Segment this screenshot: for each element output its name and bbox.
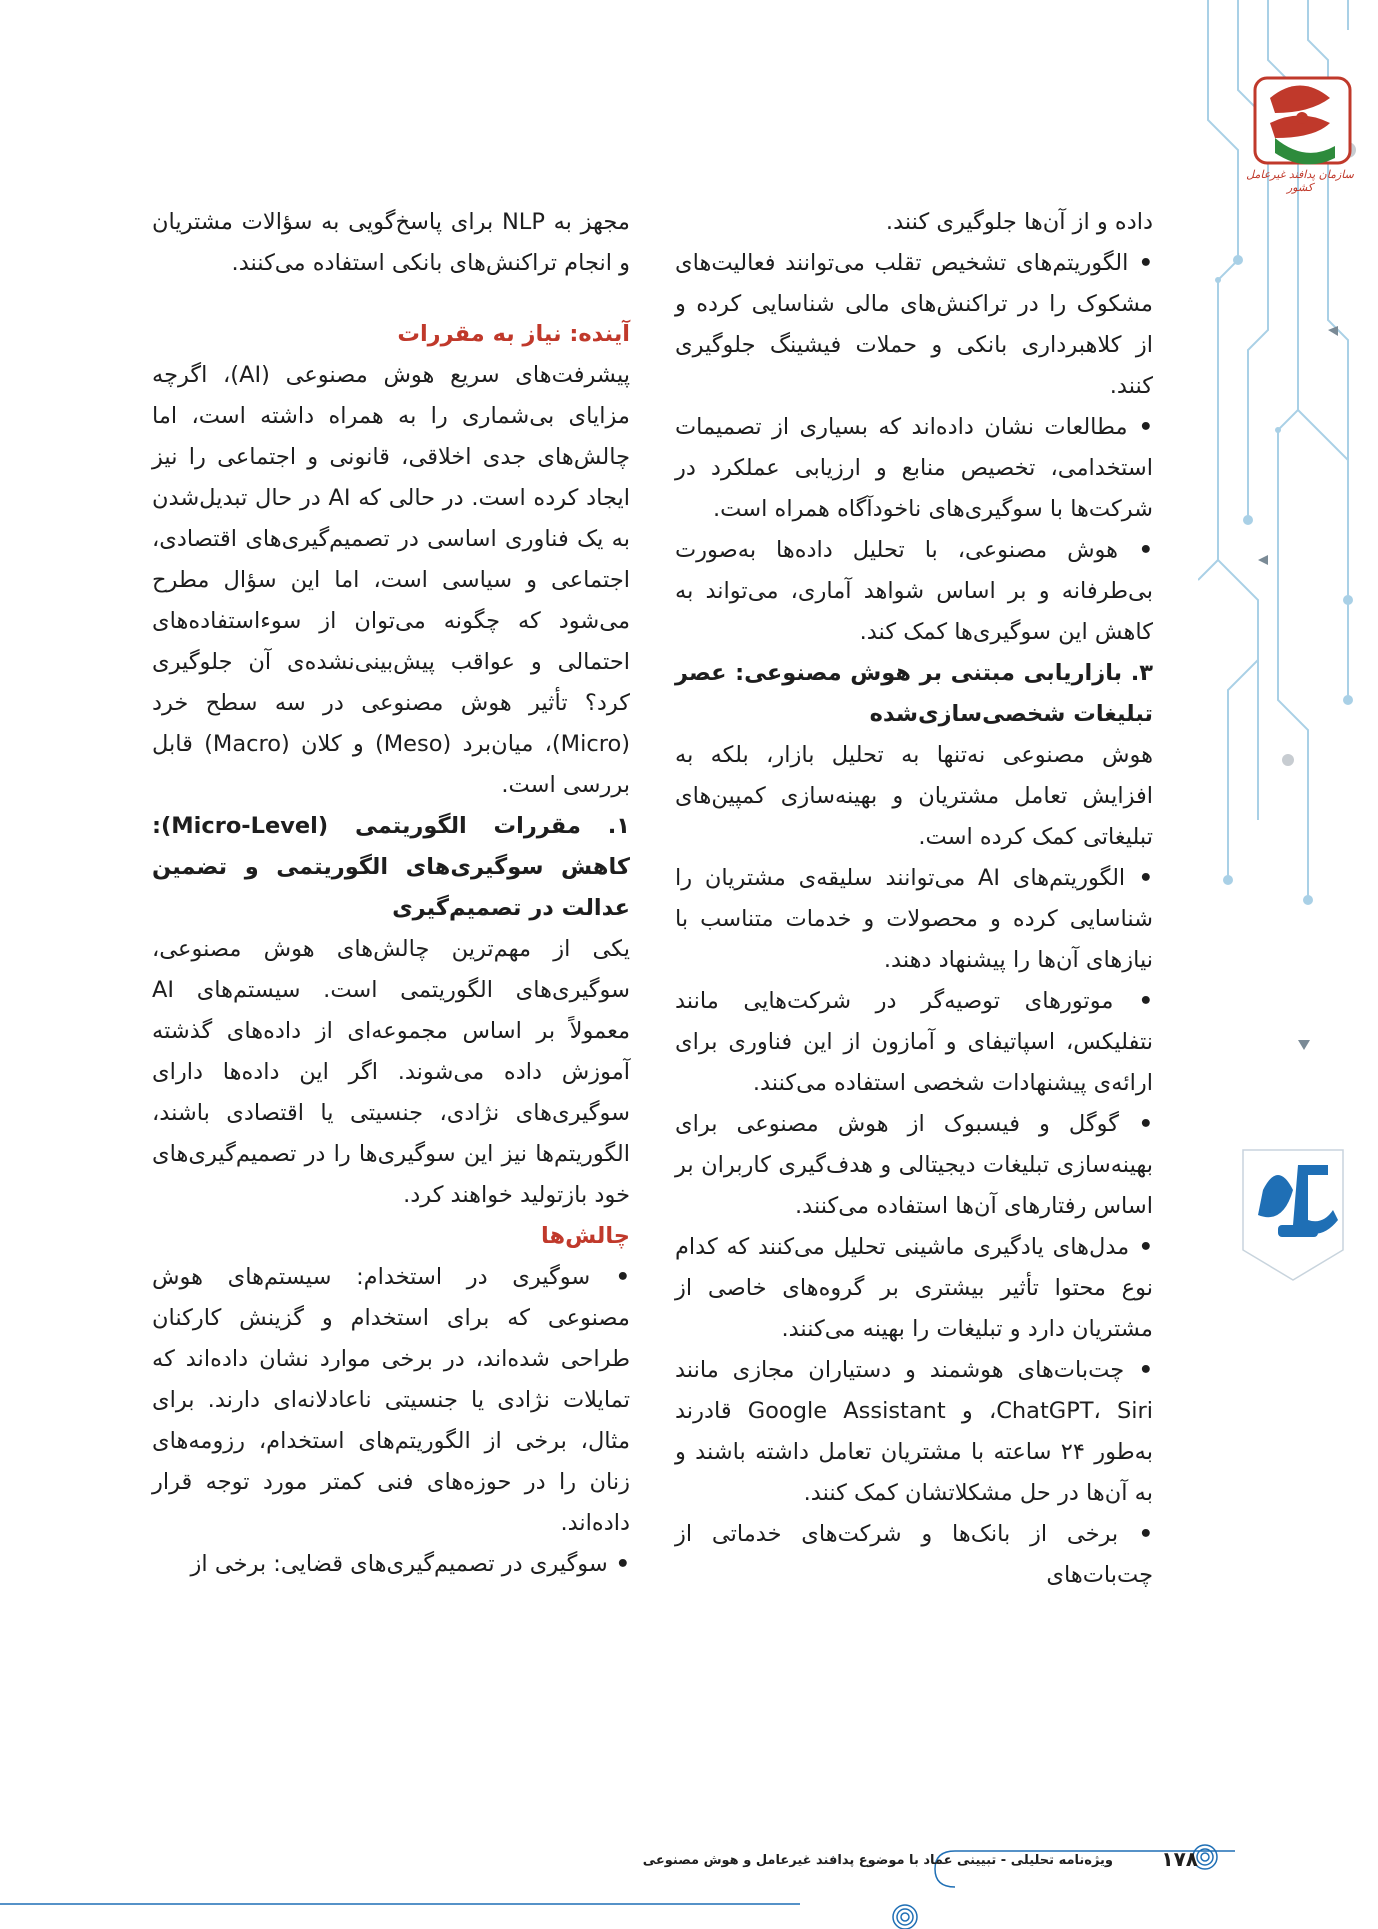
body-paragraph: یکی از مهم‌ترین چالش‌های هوش مصنوعی، سوگیری‌های الگوریتمی است. سیستم‌های AI معمولاً بر اساس مجموعه‌ای از داده‌های گذشته آموزش داده می‌شوند. اگر این داده‌ها دارای سوگیری‌های نژادی، جنسیتی یا اقتصادی باشند، الگوریتم‌ها نیز این سوگیری‌ها را در تصمیم‌گیری‌های خود بازتولید خواهند کرد.	[152, 936, 630, 1208]
bullet-paragraph: • الگوریتم‌های تشخیص تقلب می‌توانند فعالیت‌های مشکوک را در تراکنش‌های مالی شناسایی کرده و از کلاهبرداری بانکی و حملات فیشینگ جلوگیری کنند.	[675, 243, 1153, 407]
paragraph-gap	[152, 284, 630, 314]
section-heading-red: چالش‌ها	[541, 1223, 630, 1249]
body-paragraph: داده و از آن‌ها جلوگیری کنند.	[885, 209, 1153, 235]
left-text-column	[152, 202, 630, 1585]
section-heading-red: آینده: نیاز به مقررات	[397, 321, 630, 347]
bullet-paragraph: • مدل‌های یادگیری ماشینی تحلیل می‌کنند که کدام نوع محتوا تأثیر بیشتری بر گروه‌های خاصی از مشتریان دارد و تبلیغات را بهینه می‌کنند.	[675, 1227, 1153, 1350]
section-heading: ۳. بازاریابی مبتنی بر هوش مصنوعی: عصر تبلیغات شخصی‌سازی‌شده	[675, 660, 1153, 727]
bullet-paragraph: • گوگل و فیسبوک از هوش مصنوعی برای بهینه‌سازی تبلیغات دیجیتالی و هدف‌گیری کاربران بر اساس رفتارهای آن‌ها استفاده می‌کنند.	[675, 1104, 1153, 1227]
body-paragraph: هوش مصنوعی نه‌تنها به تحلیل بازار، بلکه به افزایش تعامل مشتریان و بهینه‌سازی کمپین‌های تبلیغاتی کمک کرده است.	[675, 742, 1153, 850]
organization-caption: سازمان پدافند غیرعامل کشور	[1246, 168, 1354, 194]
bullet-paragraph: • سوگیری در استخدام: سیستم‌های هوش مصنوعی که برای استخدام و گزینش کارکنان طراحی شده‌اند، در برخی موارد نشان داده‌اند که تمایلات نژادی یا جنسیتی ناعادلانه‌ای دارند. برای مثال، برخی از الگوریتم‌های استخدام، رزومه‌های زنان را در حوزه‌های فنی کمتر مورد توجه قرار داده‌اند.	[152, 1257, 630, 1544]
bullet-paragraph: • هوش مصنوعی، با تحلیل داده‌ها به‌صورت بی‌طرفانه و بر اساس شواهد آماری، می‌تواند به کاهش این سوگیری‌ها کمک کند.	[675, 530, 1153, 653]
right-text-column	[675, 202, 1153, 1596]
bullet-paragraph: • چت‌بات‌های هوشمند و دستیاران مجازی مانند ChatGPT، Siri، و Google Assistant قادرند به‌طور ۲۴ ساعته با مشتریان تعامل داشته باشند و به آن‌ها در حل مشکلاتشان کمک کنند.	[675, 1350, 1153, 1514]
emad-logo	[1233, 1130, 1353, 1290]
bullet-paragraph: • برخی از بانک‌ها و شرکت‌های خدماتی از چت‌بات‌های	[675, 1514, 1153, 1596]
bullet-paragraph: • مطالعات نشان داده‌اند که بسیاری از تصمیمات استخدامی، تخصیص منابع و ارزیابی عملکرد در شرکت‌ها با سوگیری‌های ناخودآگاه همراه است.	[675, 407, 1153, 530]
bullet-paragraph: • الگوریتم‌های AI می‌توانند سلیقه‌ی مشتریان را شناسایی کرده و محصولات و خدمات متناسب با نیازهای آن‌ها را پیشنهاد دهند.	[675, 858, 1153, 981]
body-paragraph: پیشرفت‌های سریع هوش مصنوعی (AI)، اگرچه مزایای بی‌شماری را به همراه داشته است، اما چالش‌های جدی اخلاقی، قانونی و اجتماعی را نیز ایجاد کرده است. در حالی که AI در حال تبدیل‌شدن به یک فناوری اساسی در تصمیم‌گیری‌های اقتصادی، اجتماعی و سیاسی است، اما این سؤال مطرح می‌شود که چگونه می‌توان از سوءاستفاده‌های احتمالی و عواقب پیش‌بینی‌نشده‌ی آن جلوگیری کرد؟ تأثیر هوش مصنوعی در سه سطح خرد (Micro)، میان‌برد (Meso) و کلان (Macro) قابل بررسی است.	[152, 362, 630, 798]
body-paragraph: مجهز به NLP برای پاسخ‌گویی به سؤالات مشتریان و انجام تراکنش‌های بانکی استفاده می‌کنند.	[152, 209, 630, 276]
footer-caption: ویژه‌نامه تحلیلی - تبیینی عماد با موضوع پدافند غیرعامل و هوش مصنوعی	[642, 1853, 1113, 1868]
bullet-paragraph: • موتورهای توصیه‌گر در شرکت‌هایی مانند نتفلیکس، اسپاتیفای و آمازون از این فناوری برای ارائه‌ی پیشنهادات شخصی استفاده می‌کنند.	[675, 981, 1153, 1104]
section-heading: ۱. مقررات الگوریتمی (Micro-Level): کاهش سوگیری‌های الگوریتمی و تضمین عدالت در تصمیم‌گیری	[152, 813, 630, 921]
page-number: ۱۷۸	[1161, 1847, 1198, 1871]
bullet-paragraph: • سوگیری در تصمیم‌گیری‌های قضایی: برخی از	[152, 1544, 630, 1585]
